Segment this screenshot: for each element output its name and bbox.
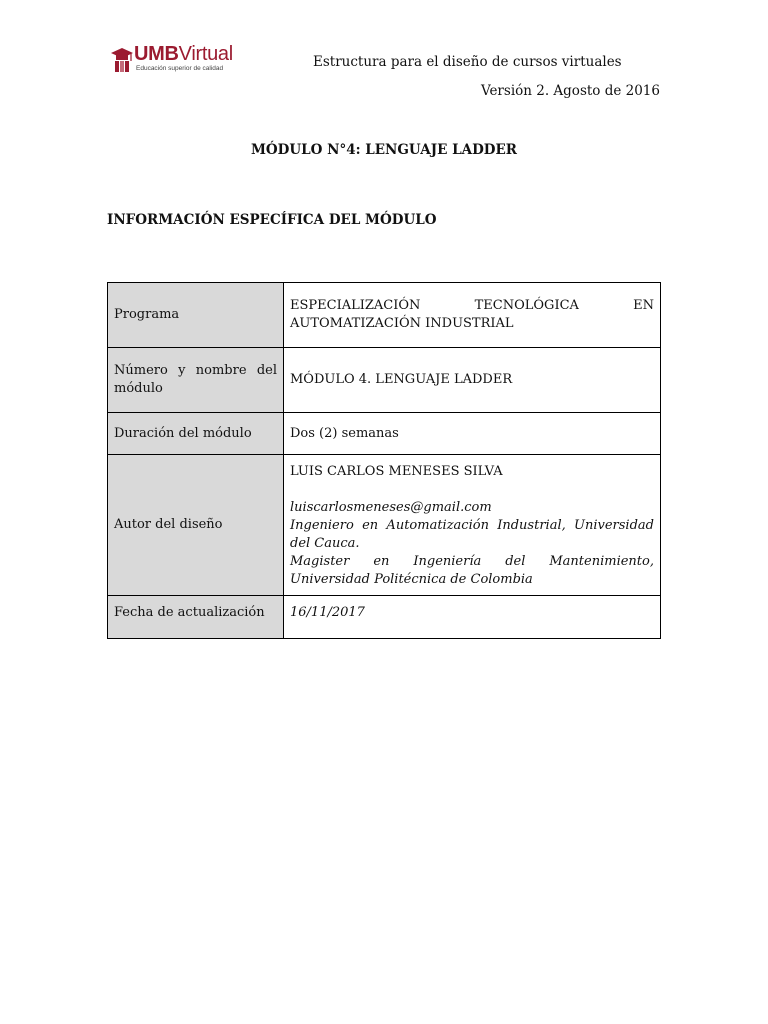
table-label: Fecha de actualización — [108, 596, 284, 639]
author-email: luiscarlosmeneses@gmail.com — [290, 500, 492, 515]
logo-tagline: Educación superior de calidad — [136, 65, 224, 72]
section-title: INFORMACIÓN ESPECÍFICA DEL MÓDULO — [107, 212, 437, 228]
table-row-autor — [108, 455, 661, 596]
document-version: Versión 2. Agosto de 2016 — [480, 83, 660, 99]
table-label: Autor del diseño — [108, 455, 284, 596]
module-title: MÓDULO N°4: LENGUAJE LADDER — [250, 142, 518, 158]
table-value: ESPECIALIZACIÓN TECNOLÓGICA EN AUTOMATIZACIÓN INDUSTRIAL — [284, 283, 661, 348]
table-label: Programa — [108, 283, 284, 348]
table-value: Dos (2) semanas — [284, 413, 661, 455]
author-degree-2: Magister en Ingeniería del Mantenimiento, Universidad Politécnica de Colombia — [290, 554, 654, 587]
table-row-duracion — [108, 413, 661, 455]
logo-wordmark — [134, 42, 233, 66]
umb-virtual-logo — [110, 42, 240, 76]
module-info-table — [107, 282, 661, 639]
table-value-author — [284, 455, 661, 596]
logo-brand-light: Virtual — [178, 43, 233, 65]
document-header-title: Estructura para el diseño de cursos virtuales — [313, 54, 622, 70]
table-row-programa — [108, 283, 661, 348]
graduation-cap-icon — [110, 44, 134, 74]
table-value: MÓDULO 4. LENGUAJE LADDER — [284, 348, 661, 413]
author-name: LUIS CARLOS MENESES SILVA — [290, 464, 503, 479]
logo-brand-bold: UMB — [134, 43, 179, 65]
table-label: Número y nombre del módulo — [108, 348, 284, 413]
table-label: Duración del módulo — [108, 413, 284, 455]
table-value: 16/11/2017 — [284, 596, 661, 639]
table-row-modulo — [108, 348, 661, 413]
table-row-fecha — [108, 596, 661, 639]
author-degree-1: Ingeniero en Automatización Industrial, Universidad del Cauca. — [290, 518, 654, 551]
